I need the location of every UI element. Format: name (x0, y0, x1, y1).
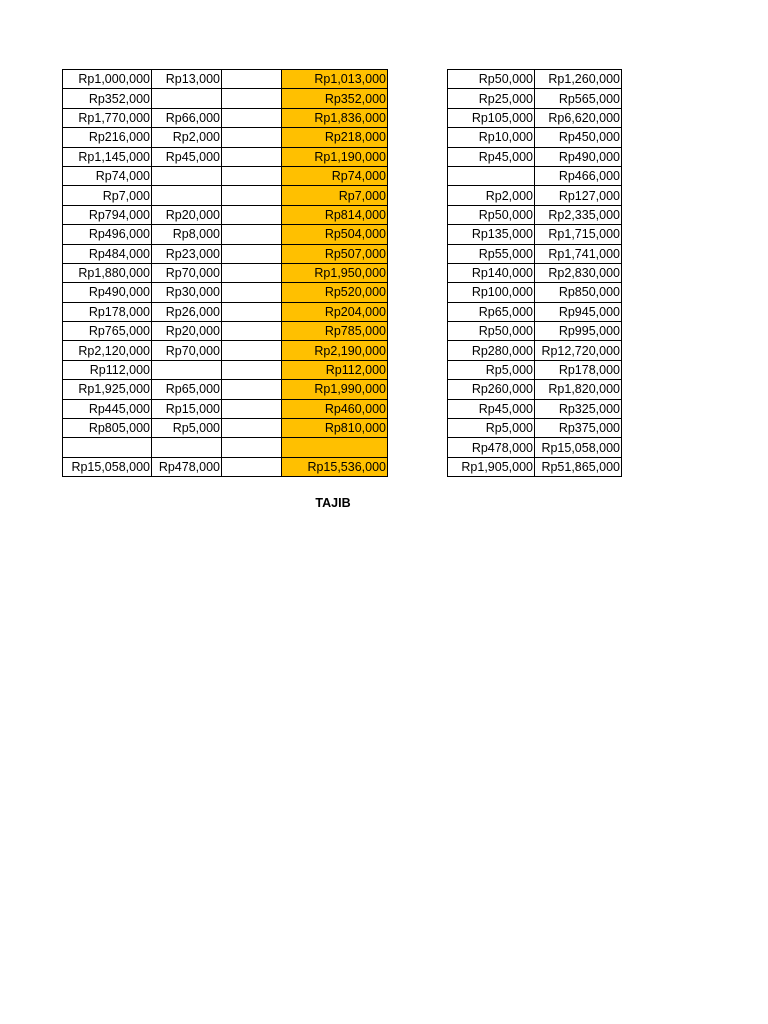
table-row (448, 205, 622, 224)
table-cell[interactable]: Rp218,000 (282, 128, 388, 147)
table-cell[interactable]: Rp51,865,000 (535, 457, 622, 476)
table-cell[interactable] (222, 380, 282, 399)
table-cell[interactable]: Rp12,720,000 (535, 341, 622, 360)
table-cell[interactable]: Rp504,000 (282, 225, 388, 244)
table-cell[interactable]: Rp1,836,000 (282, 108, 388, 127)
table-cell[interactable]: Rp127,000 (535, 186, 622, 205)
table-cell[interactable]: Rp1,000,000 (63, 70, 152, 89)
table-cell[interactable]: Rp70,000 (152, 341, 222, 360)
table-cell[interactable]: Rp352,000 (282, 89, 388, 108)
table-cell[interactable]: Rp466,000 (535, 166, 622, 185)
table-cell[interactable]: Rp2,335,000 (535, 205, 622, 224)
table-cell[interactable]: Rp2,120,000 (63, 341, 152, 360)
table-row (448, 89, 622, 108)
table-cell[interactable]: Rp26,000 (152, 302, 222, 321)
table-cell[interactable]: Rp66,000 (152, 108, 222, 127)
table-row (448, 380, 622, 399)
table-cell[interactable]: Rp325,000 (535, 399, 622, 418)
table-cell[interactable]: Rp2,000 (448, 186, 535, 205)
table-cell[interactable]: Rp20,000 (152, 322, 222, 341)
table-cell[interactable]: Rp5,000 (448, 419, 535, 438)
table-cell[interactable] (222, 89, 282, 108)
table-cell[interactable]: Rp507,000 (282, 244, 388, 263)
table-cell[interactable]: Rp8,000 (152, 225, 222, 244)
table-cell[interactable] (222, 70, 282, 89)
table-cell[interactable]: Rp805,000 (63, 419, 152, 438)
table-cell[interactable]: Rp945,000 (535, 302, 622, 321)
table-cell[interactable]: Rp50,000 (448, 205, 535, 224)
table-row (63, 419, 388, 438)
table-cell[interactable] (63, 438, 152, 457)
table-cell[interactable]: Rp1,145,000 (63, 147, 152, 166)
table-cell[interactable]: Rp1,741,000 (535, 244, 622, 263)
table-cell[interactable] (448, 166, 535, 185)
table-cell[interactable]: Rp45,000 (152, 147, 222, 166)
table-row (63, 399, 388, 418)
table-cell[interactable] (152, 186, 222, 205)
table-cell[interactable]: Rp1,190,000 (282, 147, 388, 166)
table-row (63, 225, 388, 244)
table-row (448, 108, 622, 127)
table-row (63, 244, 388, 263)
table-cell[interactable]: Rp25,000 (448, 89, 535, 108)
table-cell[interactable] (222, 186, 282, 205)
table-cell[interactable]: Rp995,000 (535, 322, 622, 341)
table-cell[interactable]: Rp216,000 (63, 128, 152, 147)
table-cell[interactable]: Rp1,950,000 (282, 263, 388, 282)
table-cell[interactable] (222, 147, 282, 166)
table-cell[interactable] (152, 438, 222, 457)
table-row (448, 302, 622, 321)
table-cell[interactable]: Rp1,880,000 (63, 263, 152, 282)
table-cell[interactable] (222, 128, 282, 147)
table-row (63, 322, 388, 341)
table-cell[interactable] (222, 166, 282, 185)
table-cell[interactable]: Rp5,000 (448, 360, 535, 379)
table-cell[interactable]: Rp7,000 (282, 186, 388, 205)
table-cell[interactable]: Rp794,000 (63, 205, 152, 224)
table-cell[interactable]: Rp105,000 (448, 108, 535, 127)
table-row (448, 225, 622, 244)
table-cell[interactable]: Rp460,000 (282, 399, 388, 418)
table-cell[interactable]: Rp30,000 (152, 283, 222, 302)
table-cell[interactable]: Rp1,925,000 (63, 380, 152, 399)
table-cell[interactable] (222, 322, 282, 341)
table-cell[interactable]: Rp1,990,000 (282, 380, 388, 399)
left-spreadsheet-table (62, 69, 388, 477)
table-cell[interactable] (222, 244, 282, 263)
table-cell[interactable]: Rp565,000 (535, 89, 622, 108)
table-row (448, 166, 622, 185)
table-cell[interactable] (152, 166, 222, 185)
table-cell[interactable]: Rp100,000 (448, 283, 535, 302)
table-cell[interactable] (222, 263, 282, 282)
table-cell[interactable] (222, 360, 282, 379)
table-cell[interactable]: Rp496,000 (63, 225, 152, 244)
table-cell[interactable]: Rp2,190,000 (282, 341, 388, 360)
table-cell[interactable]: Rp1,820,000 (535, 380, 622, 399)
table-cell[interactable] (222, 438, 282, 457)
table-row (63, 438, 388, 457)
table-cell[interactable]: Rp65,000 (152, 380, 222, 399)
table-cell[interactable]: Rp484,000 (63, 244, 152, 263)
table-cell[interactable] (222, 108, 282, 127)
right-spreadsheet-table (447, 69, 622, 477)
table-cell[interactable]: Rp13,000 (152, 70, 222, 89)
sheet-caption: TAJIB (315, 496, 351, 510)
table-cell[interactable]: Rp445,000 (63, 399, 152, 418)
table-cell[interactable]: Rp45,000 (448, 147, 535, 166)
table-cell[interactable]: Rp490,000 (63, 283, 152, 302)
table-row (63, 147, 388, 166)
table-cell[interactable]: Rp112,000 (282, 360, 388, 379)
table-cell[interactable]: Rp23,000 (152, 244, 222, 263)
table-row (63, 205, 388, 224)
table-cell[interactable]: Rp15,000 (152, 399, 222, 418)
table-row (448, 322, 622, 341)
table-cell[interactable]: Rp352,000 (63, 89, 152, 108)
table-row (63, 380, 388, 399)
table-cell[interactable]: Rp260,000 (448, 380, 535, 399)
table-cell[interactable]: Rp490,000 (535, 147, 622, 166)
table-cell[interactable]: Rp140,000 (448, 263, 535, 282)
table-row (63, 457, 388, 476)
table-cell[interactable] (222, 457, 282, 476)
table-row (448, 419, 622, 438)
table-cell[interactable]: Rp55,000 (448, 244, 535, 263)
table-cell[interactable]: Rp65,000 (448, 302, 535, 321)
table-cell[interactable]: Rp112,000 (63, 360, 152, 379)
table-cell[interactable]: Rp280,000 (448, 341, 535, 360)
table-row (448, 438, 622, 457)
table-row (63, 283, 388, 302)
table-cell[interactable]: Rp1,715,000 (535, 225, 622, 244)
table-cell[interactable]: Rp1,013,000 (282, 70, 388, 89)
table-cell[interactable] (152, 89, 222, 108)
table-row (448, 147, 622, 166)
table-cell[interactable]: Rp135,000 (448, 225, 535, 244)
table-cell[interactable]: Rp2,830,000 (535, 263, 622, 282)
table-row (448, 128, 622, 147)
table-cell[interactable]: Rp478,000 (152, 457, 222, 476)
table-row (63, 166, 388, 185)
table-row (63, 70, 388, 89)
table-row (63, 263, 388, 282)
table-cell[interactable] (222, 205, 282, 224)
table-cell[interactable] (222, 399, 282, 418)
table-row (448, 244, 622, 263)
table-cell[interactable]: Rp850,000 (535, 283, 622, 302)
table-row (448, 186, 622, 205)
table-cell[interactable]: Rp74,000 (63, 166, 152, 185)
table-row (448, 70, 622, 89)
table-cell[interactable]: Rp1,770,000 (63, 108, 152, 127)
table-cell[interactable] (282, 438, 388, 457)
table-cell[interactable] (222, 341, 282, 360)
table-row (448, 399, 622, 418)
table-cell[interactable]: Rp50,000 (448, 322, 535, 341)
table-cell[interactable]: Rp15,058,000 (535, 438, 622, 457)
table-row (63, 302, 388, 321)
table-row (448, 341, 622, 360)
table-row (448, 360, 622, 379)
table-row (448, 457, 622, 476)
table-cell[interactable]: Rp20,000 (152, 205, 222, 224)
table-cell[interactable] (152, 360, 222, 379)
table-row (63, 128, 388, 147)
table-row (448, 283, 622, 302)
table-cell[interactable]: Rp204,000 (282, 302, 388, 321)
table-cell[interactable]: Rp520,000 (282, 283, 388, 302)
table-cell[interactable]: Rp478,000 (448, 438, 535, 457)
table-cell[interactable]: Rp2,000 (152, 128, 222, 147)
table-cell[interactable] (222, 419, 282, 438)
table-cell[interactable]: Rp15,536,000 (282, 457, 388, 476)
table-row (63, 108, 388, 127)
table-row (63, 89, 388, 108)
table-cell[interactable]: Rp814,000 (282, 205, 388, 224)
table-cell[interactable]: Rp1,905,000 (448, 457, 535, 476)
table-cell[interactable]: Rp50,000 (448, 70, 535, 89)
table-cell[interactable]: Rp7,000 (63, 186, 152, 205)
table-cell[interactable] (222, 302, 282, 321)
table-row (448, 263, 622, 282)
table-cell[interactable]: Rp785,000 (282, 322, 388, 341)
table-row (63, 341, 388, 360)
left-table-body (63, 70, 388, 477)
table-cell[interactable]: Rp10,000 (448, 128, 535, 147)
table-cell[interactable] (222, 225, 282, 244)
table-cell[interactable]: Rp74,000 (282, 166, 388, 185)
table-cell[interactable]: Rp70,000 (152, 263, 222, 282)
table-cell[interactable]: Rp178,000 (63, 302, 152, 321)
table-cell[interactable]: Rp178,000 (535, 360, 622, 379)
table-cell[interactable]: Rp45,000 (448, 399, 535, 418)
table-cell[interactable]: Rp375,000 (535, 419, 622, 438)
table-cell[interactable]: Rp1,260,000 (535, 70, 622, 89)
table-cell[interactable]: Rp765,000 (63, 322, 152, 341)
table-cell[interactable]: Rp810,000 (282, 419, 388, 438)
table-cell[interactable]: Rp5,000 (152, 419, 222, 438)
table-row (63, 360, 388, 379)
table-row (63, 186, 388, 205)
right-table-body (448, 70, 622, 477)
table-cell[interactable]: Rp6,620,000 (535, 108, 622, 127)
table-cell[interactable] (222, 283, 282, 302)
table-cell[interactable]: Rp15,058,000 (63, 457, 152, 476)
table-cell[interactable]: Rp450,000 (535, 128, 622, 147)
